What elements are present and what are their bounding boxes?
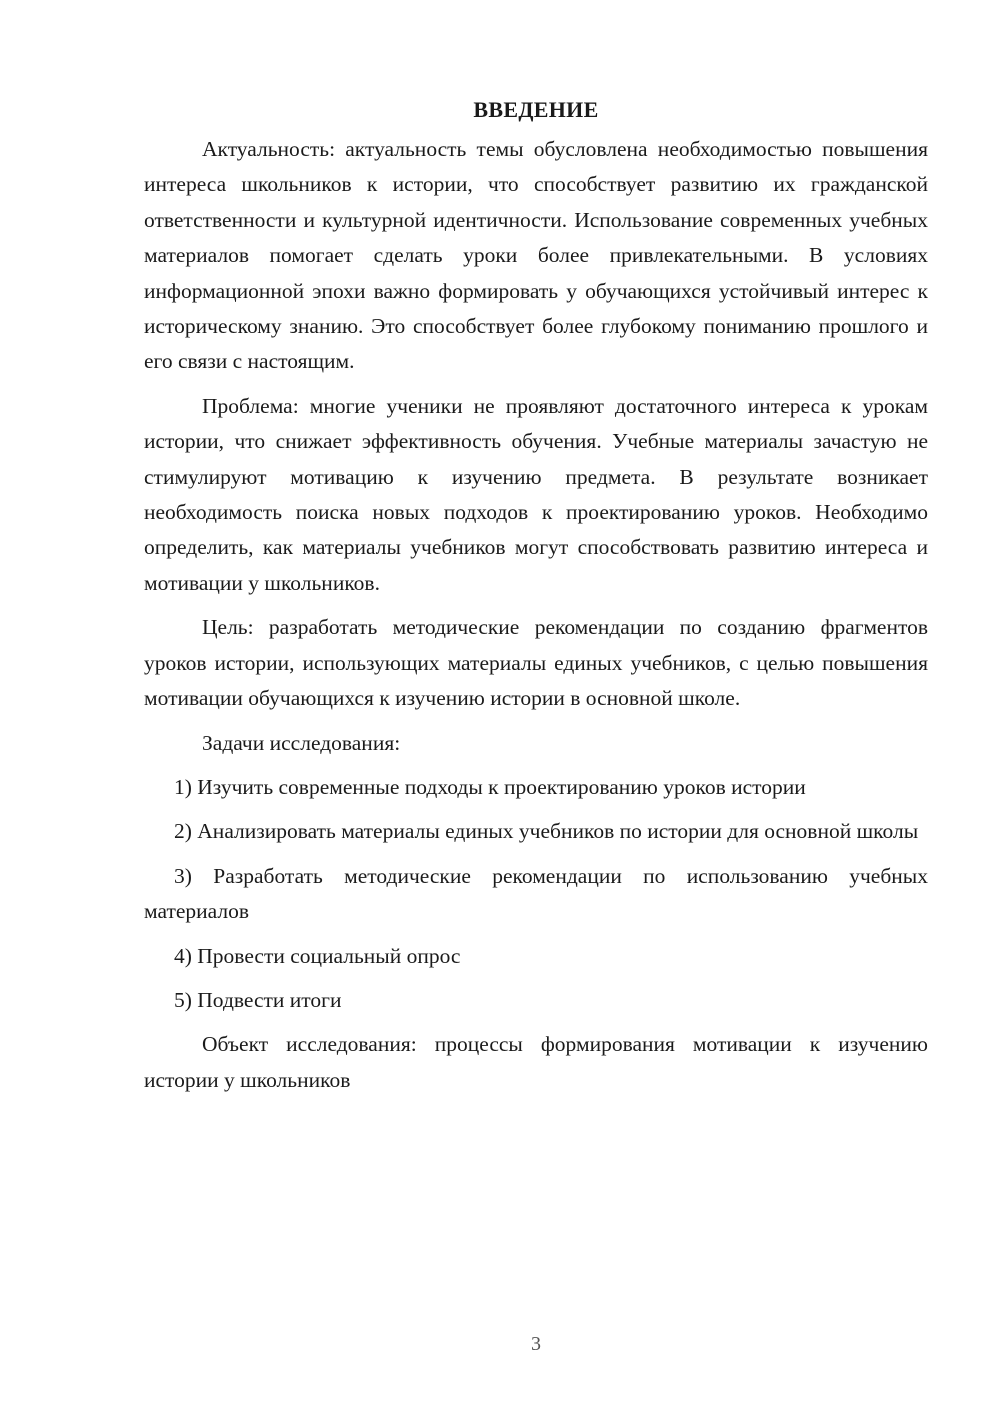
- object-paragraph: Объект исследования: процессы формирования мотивации к изучению истории у школьников: [144, 1032, 928, 1092]
- task-item: 2) Анализировать материалы единых учебников по истории для основной школы: [174, 819, 919, 844]
- goal-paragraph: Цель: разработать методические рекомендации по созданию фрагментов уроков истории, использующих материалы единых учебников, с целью повышения мотивации обучающихся к изучению истории в основной школе.: [144, 615, 928, 711]
- tasks-list: [144, 770, 928, 1018]
- relevance-paragraph: Актуальность: актуальность темы обусловлена необходимостью повышения интереса школьников к истории, что способствует развитию их гражданской ответственности и культурной идентичности. Использование современных учебных материалов помогает сделать уроки более привлекательными. В условиях информационной эпохи важно формировать у обучающихся устойчивый интерес к историческому знанию. Это способствует более глубокому пониманию прошлого и его связи с настоящим.: [144, 137, 928, 374]
- document-heading: ВВЕДЕНИЕ: [473, 97, 599, 122]
- problem-paragraph: Проблема: многие ученики не проявляют достаточного интереса к урокам истории, что снижает эффективность обучения. Учебные материалы зачастую не стимулируют мотивацию к изучению предмета. В результате возникает необходимость поиска новых подходов к проектированию уроков. Необходимо определить, как материалы учебников могут способствовать развитию интереса и мотивации у школьников.: [144, 393, 928, 595]
- tasks-title: Задачи исследования:: [202, 730, 401, 755]
- task-item: 1) Изучить современные подходы к проектированию уроков истории: [174, 774, 806, 799]
- task-item: 4) Провести социальный опрос: [174, 943, 461, 968]
- task-item: 5) Подвести итоги: [174, 987, 342, 1012]
- task-item: 3) Разработать методические рекомендации по использованию учебных материалов: [144, 863, 928, 924]
- page-number: 3: [531, 1333, 541, 1355]
- document-page: [144, 92, 928, 1107]
